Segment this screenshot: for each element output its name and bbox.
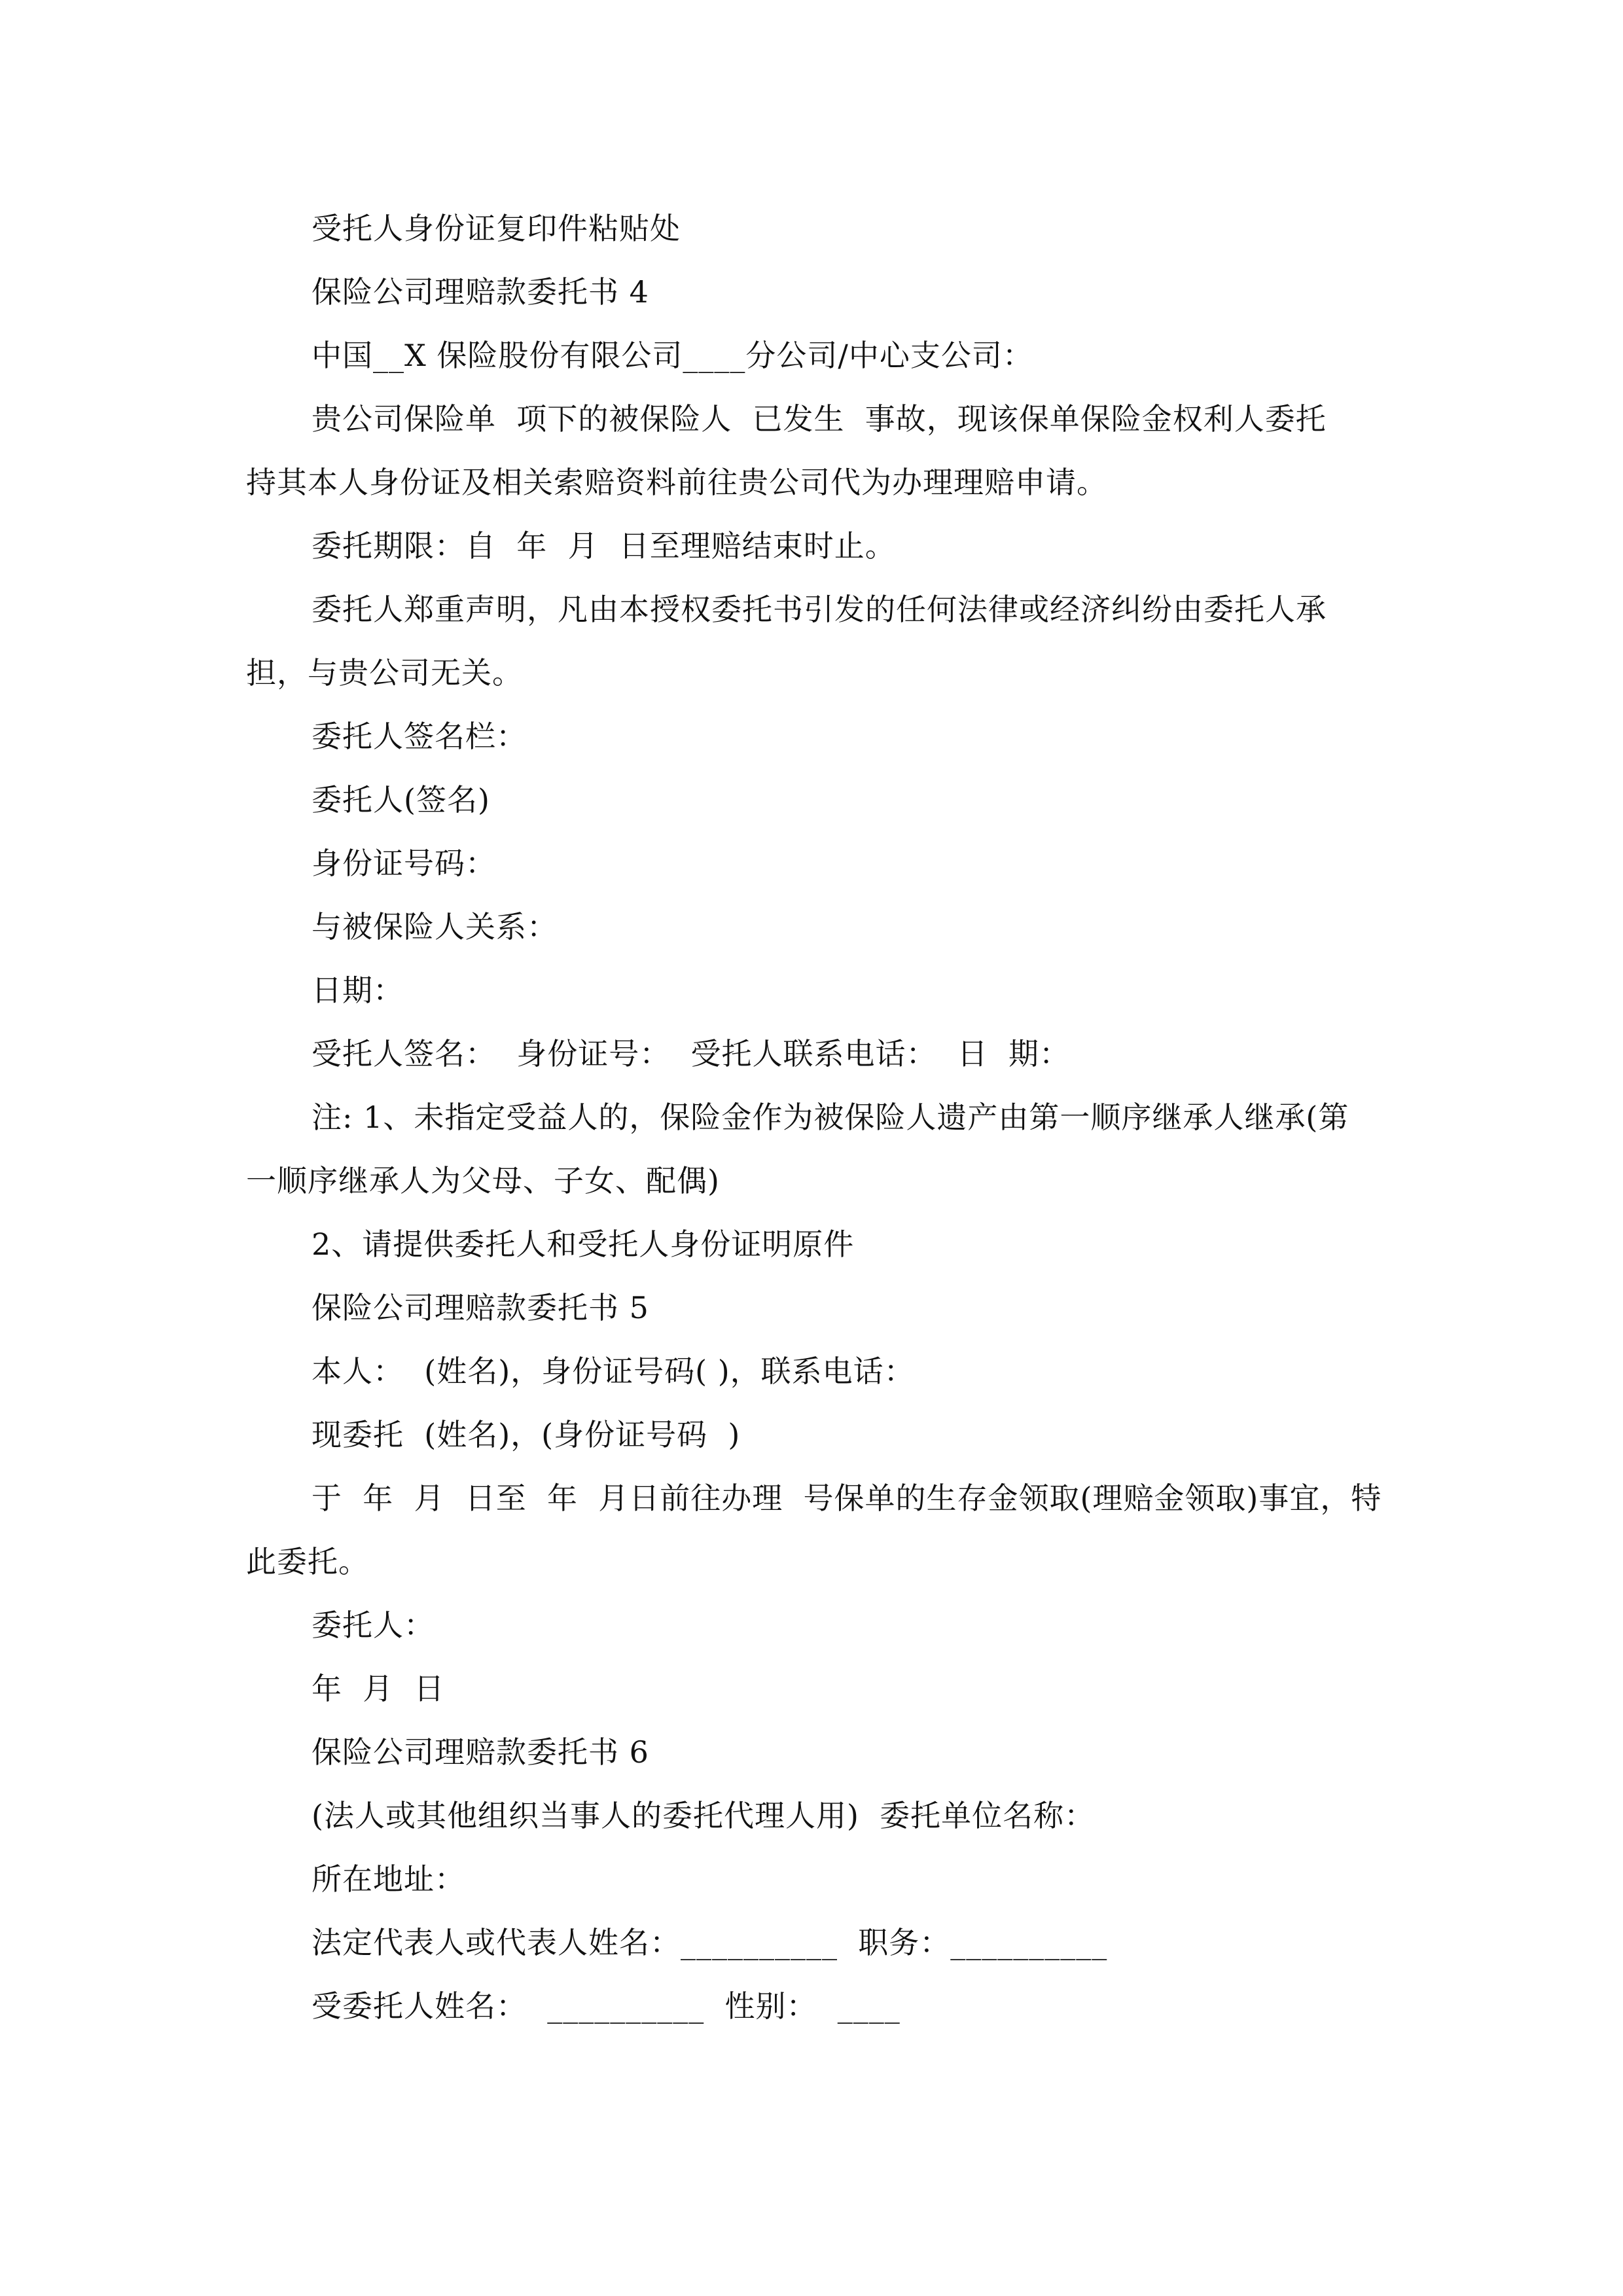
- authorization-line: 于 年 月 日至 年 月日前往办理 号保单的生存金领取(理赔金领取)事宜，特: [312, 1480, 1382, 1516]
- agent-signature-line: 受托人签名： 身份证号： 受托人联系电话： 日 期：: [312, 1036, 1070, 1071]
- date-label: 日期：: [312, 973, 404, 1008]
- principal-info-line: 本人： (姓名)，身份证号码( )，联系电话：: [312, 1354, 915, 1389]
- paragraph-line-continued: 持其本人身份证及相关索赔资料前往贵公司代为办理理赔申请。: [246, 465, 1107, 500]
- note-line-continued: 一顺序继承人为父母、子女、配偶): [246, 1163, 720, 1198]
- agent-name-line: 受委托人姓名： __________ 性别： ____: [312, 1988, 901, 2024]
- relationship-label: 与被保险人关系：: [312, 909, 558, 944]
- agent-info-line: 现委托 (姓名)，(身份证号码 ): [312, 1417, 741, 1452]
- section-title-6: 保险公司理赔款委托书 6: [312, 1734, 649, 1770]
- note-item-2: 2、请提供委托人和受托人身份证明原件: [312, 1227, 855, 1262]
- id-number-label: 身份证号码：: [312, 846, 496, 881]
- addressee-line: 中国__X 保险股份有限公司____分公司/中心支公司：: [312, 338, 1033, 373]
- address-label: 所在地址：: [312, 1861, 465, 1897]
- section-title-4: 保险公司理赔款委托书 4: [312, 274, 649, 310]
- note-line: 注: 1、未指定受益人的，保险金作为被保险人遗产由第一顺序继承人继承(第: [312, 1100, 1349, 1135]
- declaration-line: 委托人郑重声明，凡由本授权委托书引发的任何法律或经济纠纷由委托人承: [312, 592, 1327, 627]
- principal-signature-label: 委托人(签名): [312, 782, 490, 817]
- heading-id-copy-area: 受托人身份证复印件粘贴处: [312, 211, 681, 246]
- section-title-5: 保险公司理赔款委托书 5: [312, 1290, 649, 1325]
- legal-rep-line: 法定代表人或代表人姓名：__________ 职务：__________: [312, 1925, 1108, 1960]
- authorization-line-continued: 此委托。: [246, 1544, 369, 1579]
- signature-section-label: 委托人签名栏：: [312, 719, 527, 754]
- paragraph-line: 贵公司保险单 项下的被保险人 已发生 事故，现该保单保险金权利人委托: [312, 401, 1327, 437]
- date-line: 年 月 日: [312, 1671, 445, 1706]
- term-line: 委托期限：自 年 月 日至理赔结束时止。: [312, 528, 896, 564]
- entity-name-line: (法人或其他组织当事人的委托代理人用) 委托单位名称：: [312, 1798, 1096, 1833]
- declaration-line-continued: 担，与贵公司无关。: [246, 655, 523, 691]
- principal-label: 委托人：: [312, 1607, 435, 1643]
